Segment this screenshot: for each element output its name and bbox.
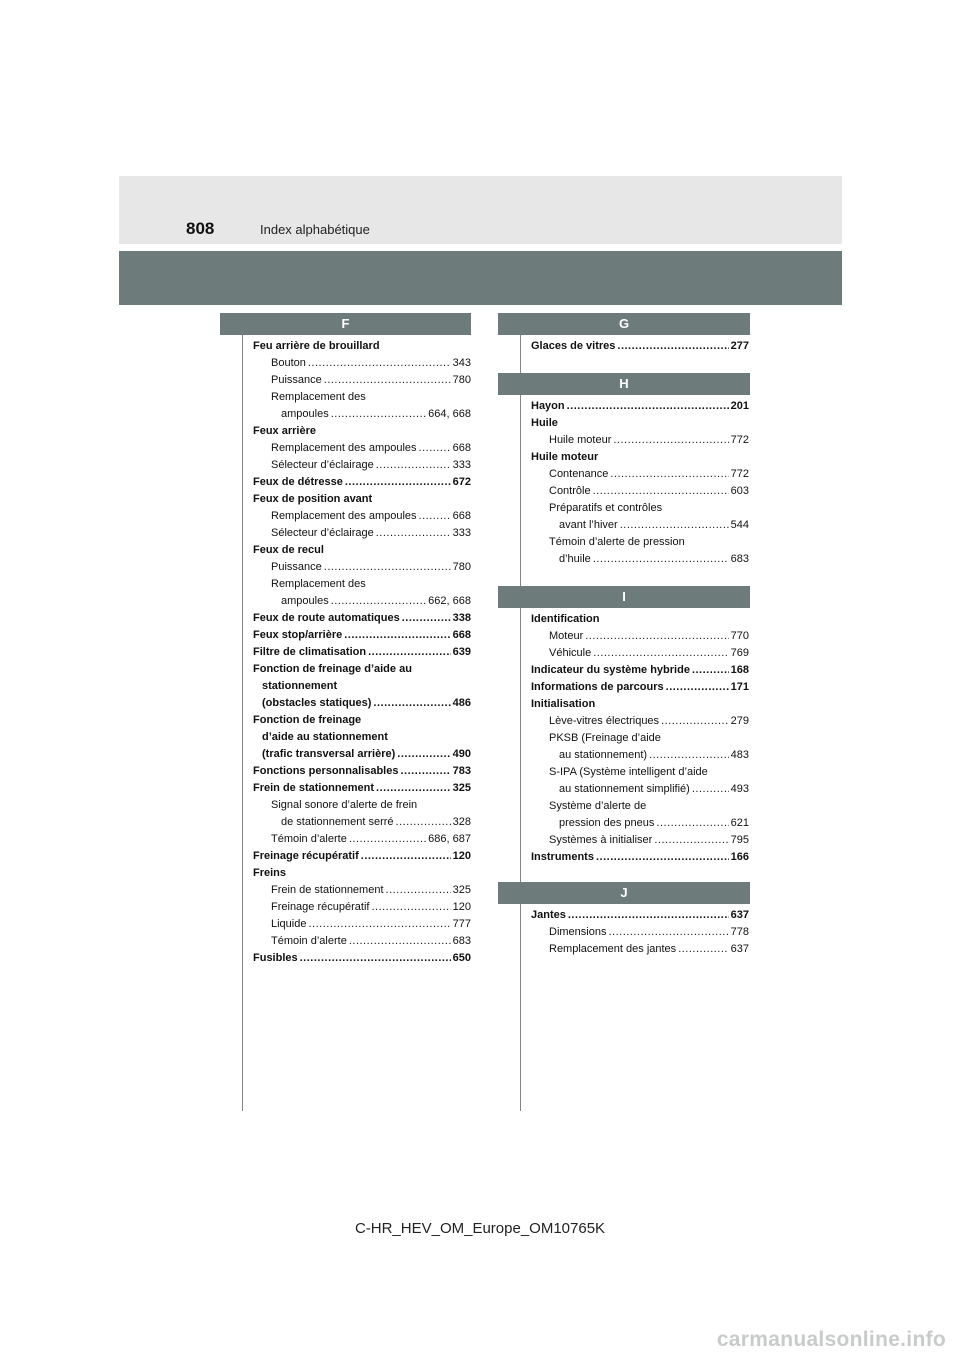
index-entry: Huile moteur [531, 451, 599, 463]
index-entry: Huile [531, 417, 558, 429]
section-header-f: F [220, 313, 471, 335]
index-entry [253, 474, 471, 491]
index-entry: PKSB (Freinage d’aide [549, 732, 661, 744]
dot-leader [345, 474, 451, 491]
dot-leader [331, 593, 426, 610]
dot-leader [397, 746, 450, 763]
dot-leader [376, 457, 451, 474]
entry-text: Freinage récupératif [253, 850, 359, 862]
index-entry: Fonction de freinage [253, 714, 362, 726]
dot-leader [331, 406, 426, 423]
entry-text: au stationnement simplifié) [559, 783, 690, 795]
index-entry [253, 593, 471, 610]
dot-leader [344, 627, 450, 644]
entry-text: Frein de stationnement [271, 884, 384, 896]
index-entry [531, 713, 749, 730]
index-entry [253, 610, 471, 627]
page-ref[interactable]: 664, 668 [428, 408, 471, 420]
dot-leader [608, 924, 728, 941]
page-ref[interactable]: 171 [730, 681, 749, 693]
entry-text: Moteur [549, 630, 584, 642]
index-entry: Remplacement des [271, 578, 366, 590]
entry-text: Systèmes à initialiser [549, 834, 653, 846]
page-ref[interactable]: 493 [730, 783, 749, 795]
index-entry: Feu arrière de brouillard [253, 340, 380, 352]
index-entry [531, 747, 749, 764]
section-entries-f [253, 338, 471, 967]
entry-text: au stationnement) [559, 749, 648, 761]
dot-leader [402, 610, 451, 627]
dot-leader [324, 559, 451, 576]
entry-text: Feux stop/arrière [253, 629, 343, 641]
dot-leader [368, 644, 451, 661]
index-entry [253, 746, 471, 763]
dot-leader [617, 338, 728, 355]
page-number: 808 [186, 219, 215, 238]
index-entry: Fonction de freinage d’aide au [253, 663, 412, 675]
dot-leader [349, 831, 426, 848]
index-entry [531, 941, 749, 958]
entry-text: Indicateur du système hybride [531, 664, 690, 676]
index-entry: d’aide au stationnement [262, 731, 388, 743]
index-entry: Témoin d’alerte de pression [549, 536, 685, 548]
index-entry [531, 398, 749, 415]
page-ref[interactable]: 686, 687 [428, 833, 471, 845]
index-entry [531, 432, 749, 449]
page-ref[interactable]: 637 [730, 909, 749, 921]
index-entry: Feux arrière [253, 425, 316, 437]
dot-leader [371, 899, 450, 916]
index-entry [253, 457, 471, 474]
index-entry [253, 916, 471, 933]
dot-leader [654, 832, 728, 849]
entry-text: Puissance [271, 561, 322, 573]
index-entry [253, 372, 471, 389]
index-entry [531, 517, 749, 534]
page-ref[interactable]: 683 [730, 553, 749, 565]
dot-leader [666, 679, 729, 696]
index-entry [531, 645, 749, 662]
dot-leader [386, 882, 451, 899]
dot-leader [567, 398, 729, 415]
index-entry [531, 815, 749, 832]
dot-leader [300, 950, 451, 967]
index-entry [253, 525, 471, 542]
watermark: carmanualsonline.info [716, 1328, 946, 1351]
page-ref[interactable]: 777 [452, 918, 471, 930]
page-ref[interactable]: 279 [730, 715, 749, 727]
section-entries-j [531, 907, 749, 958]
dot-leader [593, 645, 728, 662]
index-entry [253, 780, 471, 797]
section-header-h: H [498, 373, 750, 395]
page-ref[interactable]: 637 [730, 943, 749, 955]
entry-text: Jantes [531, 909, 566, 921]
dot-leader [656, 815, 728, 832]
entry-text: Témoin d’alerte [271, 935, 347, 947]
index-entry: Système d’alerte de [549, 800, 647, 812]
document-code: C-HR_HEV_OM_Europe_OM10765K [354, 1220, 606, 1237]
page-ref[interactable]: 483 [730, 749, 749, 761]
entry-text: Remplacement des ampoules [271, 510, 417, 522]
entry-text: Liquide [271, 918, 307, 930]
entry-text: Huile moteur [549, 434, 612, 446]
index-entry [253, 899, 471, 916]
dot-leader [678, 941, 728, 958]
page-ref[interactable]: 778 [730, 926, 749, 938]
dot-leader [613, 432, 728, 449]
index-entry [253, 950, 471, 967]
section-header-j: J [498, 882, 750, 904]
entry-text: Sélecteur d’éclairage [271, 527, 374, 539]
entry-text: avant l’hiver [559, 519, 618, 531]
index-entry: Feux de recul [253, 544, 324, 556]
dot-leader [593, 551, 729, 568]
index-entry [253, 695, 471, 712]
dot-leader [692, 781, 729, 798]
page-ref[interactable]: 662, 668 [428, 595, 471, 607]
index-entry [253, 644, 471, 661]
entry-text: (obstacles statiques) [262, 697, 372, 709]
dot-leader [620, 517, 729, 534]
page-title: Index alphabétique [260, 222, 370, 237]
index-entry [531, 924, 749, 941]
index-entry [531, 338, 749, 355]
page-ref[interactable]: 343 [452, 357, 471, 369]
entry-text: Instruments [531, 851, 594, 863]
entry-text: (trafic transversal arrière) [262, 748, 396, 760]
index-entry [531, 551, 749, 568]
index-entry: Préparatifs et contrôles [549, 502, 663, 514]
page-ref[interactable]: 120 [452, 850, 471, 862]
entry-text: Remplacement des jantes [549, 943, 677, 955]
page-ref[interactable]: 544 [730, 519, 749, 531]
index-entry [531, 483, 749, 500]
page-ref[interactable]: 772 [730, 434, 749, 446]
index-entry: stationnement [262, 680, 338, 692]
dot-leader [692, 662, 729, 679]
index-entry [531, 466, 749, 483]
page-ref[interactable]: 325 [452, 884, 471, 896]
dot-leader [596, 849, 729, 866]
page-ref[interactable]: 772 [730, 468, 749, 480]
page-ref[interactable]: 769 [730, 647, 749, 659]
section-header-g: G [498, 313, 750, 335]
index-entry [531, 849, 749, 866]
section-header-i: I [498, 586, 750, 608]
dot-leader [324, 372, 451, 389]
right-column-rule [520, 335, 521, 1111]
index-entry [253, 627, 471, 644]
section-entries-g [531, 338, 749, 355]
page-ref[interactable]: 668 [452, 442, 471, 454]
dot-leader [419, 508, 451, 525]
index-entry [531, 832, 749, 849]
entry-text: ampoules [281, 595, 329, 607]
entry-text: Hayon [531, 400, 565, 412]
index-entry [531, 907, 749, 924]
entry-text: Sélecteur d’éclairage [271, 459, 374, 471]
entry-text: Frein de stationnement [253, 782, 375, 794]
entry-text: Fusibles [253, 952, 298, 964]
entry-text: Fonctions personnalisables [253, 765, 399, 777]
page-ref[interactable]: 780 [452, 561, 471, 573]
dot-leader [376, 525, 451, 542]
entry-text: Contenance [549, 468, 609, 480]
dot-leader [593, 483, 729, 500]
dot-leader [308, 355, 451, 372]
header-band [119, 176, 842, 244]
page-ref[interactable]: 650 [452, 952, 471, 964]
index-entry: Freins [253, 867, 287, 879]
index-entry [253, 933, 471, 950]
entry-text: Feux de détresse [253, 476, 343, 488]
dot-leader [349, 933, 451, 950]
page-ref[interactable]: 668 [452, 629, 471, 641]
page-ref[interactable]: 603 [730, 485, 749, 497]
dot-leader [649, 747, 729, 764]
page-ref[interactable]: 168 [730, 664, 749, 676]
page-ref[interactable]: 490 [452, 748, 471, 760]
entry-text: Feux de route automatiques [253, 612, 400, 624]
entry-text: de stationnement serré [281, 816, 394, 828]
section-entries-i [531, 611, 749, 866]
section-entries-h [531, 398, 749, 568]
index-entry [531, 662, 749, 679]
dot-leader [361, 848, 451, 865]
entry-text: Puissance [271, 374, 322, 386]
index-entry [253, 814, 471, 831]
page-ref[interactable]: 783 [452, 765, 471, 777]
entry-text: Remplacement des ampoules [271, 442, 417, 454]
page-ref[interactable]: 333 [452, 459, 471, 471]
dot-leader [585, 628, 728, 645]
entry-text: Lève-vitres électriques [549, 715, 660, 727]
page-ref[interactable]: 770 [730, 630, 749, 642]
dot-leader [308, 916, 450, 933]
dot-leader [373, 695, 450, 712]
page-ref[interactable]: 201 [730, 400, 749, 412]
entry-text: Filtre de climatisation [253, 646, 367, 658]
index-entry [253, 355, 471, 372]
entry-text: Dimensions [549, 926, 607, 938]
index-entry: Identification [531, 613, 600, 625]
page-ref[interactable]: 486 [452, 697, 471, 709]
index-entry [253, 440, 471, 457]
index-entry [531, 628, 749, 645]
dot-leader [610, 466, 728, 483]
entry-text: Témoin d’alerte [271, 833, 347, 845]
page-ref[interactable]: 621 [730, 817, 749, 829]
index-entry [253, 559, 471, 576]
dot-leader [568, 907, 729, 924]
page-ref[interactable]: 668 [452, 510, 471, 522]
entry-text: Bouton [271, 357, 306, 369]
entry-text: d’huile [559, 553, 591, 565]
page-ref[interactable]: 672 [452, 476, 471, 488]
index-entry [531, 781, 749, 798]
page-ref[interactable]: 328 [452, 816, 471, 828]
index-entry [531, 679, 749, 696]
index-entry [253, 848, 471, 865]
dot-leader [661, 713, 729, 730]
index-entry [253, 763, 471, 780]
dot-leader [400, 763, 450, 780]
page-ref[interactable]: 780 [452, 374, 471, 386]
page-ref[interactable]: 338 [452, 612, 471, 624]
index-entry [253, 508, 471, 525]
page-ref[interactable]: 325 [452, 782, 471, 794]
left-column-rule [242, 335, 243, 1111]
page-ref[interactable]: 277 [730, 340, 749, 352]
entry-text: pression des pneus [559, 817, 655, 829]
page-ref[interactable]: 795 [730, 834, 749, 846]
index-entry: S-IPA (Système intelligent d’aide [549, 766, 708, 778]
page-ref[interactable]: 333 [452, 527, 471, 539]
page-ref[interactable]: 120 [452, 901, 471, 913]
page-ref[interactable]: 683 [452, 935, 471, 947]
entry-text: Informations de parcours [531, 681, 664, 693]
dot-leader [376, 780, 451, 797]
index-entry [253, 406, 471, 423]
page-ref[interactable]: 639 [452, 646, 471, 658]
index-entry: Signal sonore d’alerte de frein [271, 799, 418, 811]
entry-text: Contrôle [549, 485, 591, 497]
index-entry: Initialisation [531, 698, 596, 710]
entry-text: Freinage récupératif [271, 901, 370, 913]
dot-leader [396, 814, 451, 831]
entry-text: Glaces de vitres [531, 340, 616, 352]
dot-leader [419, 440, 451, 457]
entry-text: Véhicule [549, 647, 592, 659]
header-dark-band [119, 251, 842, 305]
page-ref[interactable]: 166 [730, 851, 749, 863]
index-entry [253, 831, 471, 848]
entry-text: ampoules [281, 408, 329, 420]
index-entry [253, 882, 471, 899]
index-entry: Remplacement des [271, 391, 366, 403]
index-entry: Feux de position avant [253, 493, 373, 505]
